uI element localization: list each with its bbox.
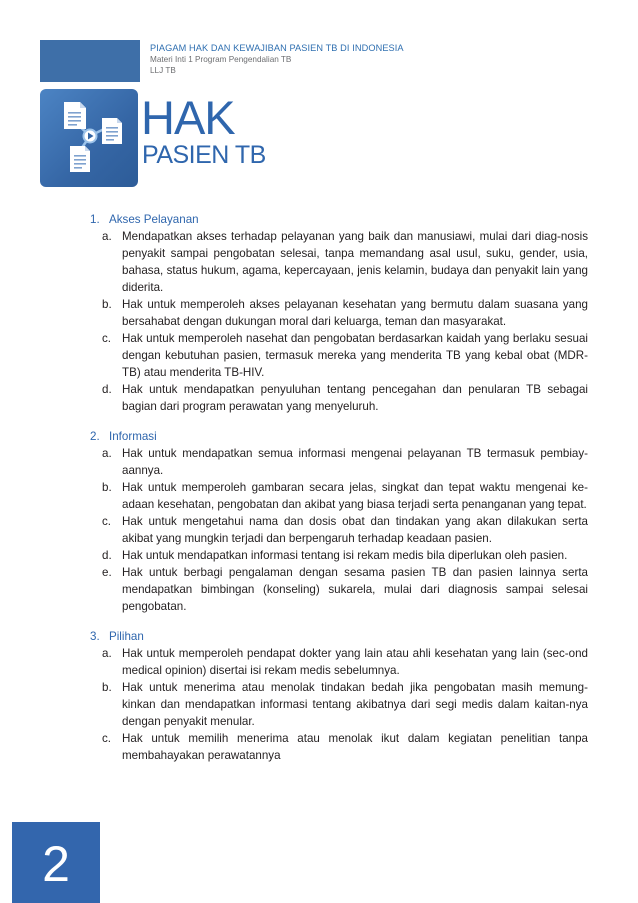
rights-list <box>90 211 588 777</box>
list-item: d. Hak untuk mendapatkan informasi tentang isi rekam medis bila diperlukan oleh pasien. <box>102 549 568 562</box>
list-item: b. Hak untuk memperoleh gambaran secara jelas, singkat dan tepat waktu mengenai ke-adaan kesehatan, pengobatan dan akibat yang biasa terjadi serta penanganan yang tepat. <box>102 481 588 511</box>
section-access <box>90 211 588 415</box>
header-title: PIAGAM HAK DAN KEWAJIBAN PASIEN TB DI INDONESIA <box>150 43 404 53</box>
page-number: 2 <box>42 836 70 892</box>
list-item: d. Hak untuk mendapatkan penyuluhan tentang pencegahan dan penularan TB sebagai bagian dari program perawatan yang menyeluruh. <box>102 383 588 413</box>
page-number-box <box>12 822 100 903</box>
list-item: c. Hak untuk memilih menerima atau menolak ikut dalam kegiatan penelitian tanpa membahayakan perawatannya <box>102 732 588 762</box>
list-item: b. Hak untuk menerima atau menolak tindakan bedah jika pengobatan masih memung-kinkan dan mendapatkan informasi tentang akibatnya dari segi medis dalam kaitan-nya dengan penyakit menular. <box>102 681 588 728</box>
list-item: c. Hak untuk memperoleh nasehat dan pengobatan berdasarkan kaidah yang berlaku sesuai dengan kebutuhan pasien, termasuk mereka yang menderita TB yang kebal obat (MDR-TB) atau menderita TB-HIV. <box>102 332 588 379</box>
section-title: 2. Informasi <box>90 430 157 443</box>
heading-sub: PASIEN TB <box>142 141 266 169</box>
list-item: b. Hak untuk memperoleh akses pelayanan kesehatan yang bermutu dalam suasana yang bersahabat dengan dukungan moral dari keluarga, teman dan masyarakat. <box>102 298 588 328</box>
list-item: a. Hak untuk mendapatkan semua informasi mengenai pelayanan TB termasuk pembiay-aannya. <box>102 447 588 477</box>
section-choice <box>90 628 588 764</box>
header-subtitle-1: Materi Inti 1 Program Pengendalian TB <box>150 55 292 64</box>
list-item: a. Mendapatkan akses terhadap pelayanan yang baik dan manusiawi, mulai dari diag-nosis penyakit sampai pengobatan selesai, tanpa memandang asal usul, suku, gender, usia, bahasa, status hukum, agama, kepercayaan, jenis kelamin, budaya dan penyakit lain yang diderita. <box>102 230 588 294</box>
section-information <box>90 428 588 615</box>
header-color-block <box>40 40 140 82</box>
document-network-icon <box>40 89 138 187</box>
heading-main: HAK <box>141 91 235 144</box>
list-item: c. Hak untuk mengetahui nama dan dosis obat dan tindakan yang akan dilakukan serta akibat yang mungkin terjadi dan berpengaruh terhadap keadaan pasien. <box>102 515 588 545</box>
header-subtitle-2: LLJ TB <box>150 66 176 75</box>
list-item: e. Hak untuk berbagi pengalaman dengan sesama pasien TB dan pasien lainnya serta mendapatkan bimbingan (konseling) sukarela, mulai dari diagnosis sampai selesai pengobatan. <box>102 566 588 613</box>
section-title: 3. Pilihan <box>90 630 144 643</box>
section-title: 1. Akses Pelayanan <box>90 213 199 226</box>
running-header <box>150 42 404 76</box>
list-item: a. Hak untuk memperoleh pendapat dokter yang lain atau ahli kesehatan yang lain (sec-ond medical opinion) disertai isi rekam medis sebelumnya. <box>102 647 588 677</box>
